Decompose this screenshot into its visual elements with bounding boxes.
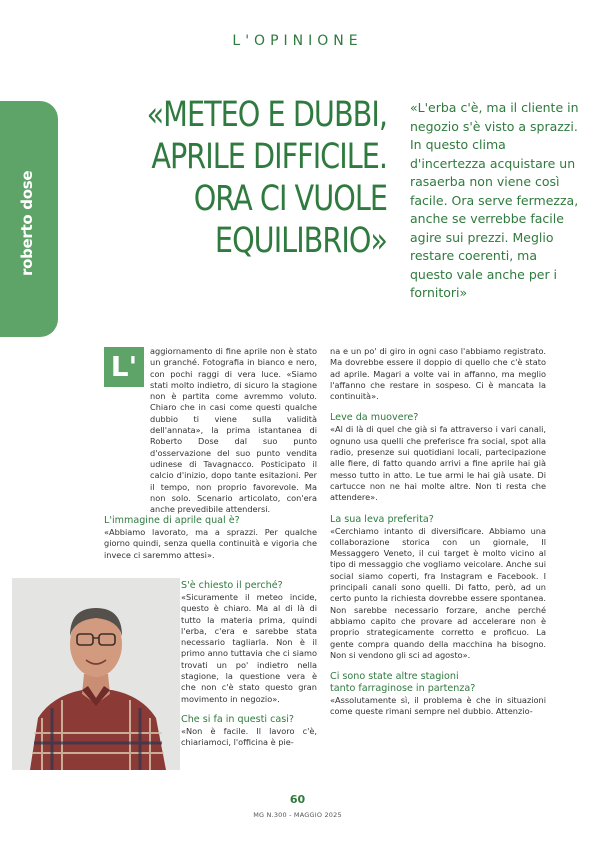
author-tab: [0, 101, 58, 337]
headline-line: EQUILIBRIO»: [214, 221, 387, 261]
section-title: L'OPINIONE: [232, 33, 363, 49]
answer-paragraph: «Abbiamo lavorato, ma a sprazzi. Per qualche giorno quindi, senza quella continuità e vigoria che invece ci saremmo attesi».: [104, 527, 317, 560]
magazine-issue: MG N.300 - MAGGIO 2025: [253, 811, 342, 819]
pull-quote: «L'erba c'è, ma il cliente in negozio s'è visto a sprazzi. In questo clima d'incertezza acquistare un rasaerba non viene così facile. Ora serve fermezza, anche se verrebbe facile agire sui prezzi. Meglio restare coerenti, ma questo vale anche per i fornitori»: [410, 100, 579, 300]
page-number: 60: [289, 793, 306, 806]
author-name: roberto dose: [18, 170, 36, 276]
answer-paragraph: «Cerchiamo intanto di diversificare. Abbiamo una collaborazione storica con un giornale, Il Messaggero Veneto, il cui target è molto vicino al tipo di messaggio che vogliamo veicolare. Anche sui social siamo coperti, fra Instagram e Facebook. I principali canali sono quelli. Di fatto, però, ad un certo punto la richiesta dovrebbe essere spontanea. Non sarebbe necessario forzare, anche perché abbiamo capito che provare ad accelerare non è proprio strategicamente corretto e proficuo. La gente compra quando della macchina ha bisogno. Non si vendono gli sci ad agosto».: [330, 525, 546, 660]
question-heading: Ci sono state altre stagioni: [330, 671, 459, 683]
headline: [82, 94, 387, 262]
column-1-beside-photo: [181, 580, 317, 749]
intro-indent: [150, 346, 317, 515]
headline-line: APRILE DIFFICILE.: [151, 137, 387, 177]
question-heading: Che si fa in questi casi?: [181, 713, 295, 725]
question-heading: La sua leva preferita?: [330, 513, 434, 525]
answer-paragraph: «Assolutamente sì, il problema è che in situazioni come queste rimani sempre nel dubbio. Attenzio-: [330, 695, 546, 717]
question-heading: S'è chiesto il perché?: [181, 580, 283, 591]
question-heading: Leve da muovere?: [330, 412, 419, 424]
answer-paragraph: «Sicuramente il meteo incide, questo è chiaro. Ma al di là di tutto la materia prima, quindi l'erba, c'era e sarebbe stata necessario tagliarla. Non è il primo anno tuttavia che ci siamo trovati un po' indietro nella stagione, la questione vera è che non c'è stato questo gran movimento in negozio».: [181, 592, 317, 704]
column-1: [104, 515, 317, 561]
portrait-illustration: [12, 578, 180, 770]
headline-line: ORA CI VUOLE: [193, 179, 387, 219]
question-heading: L'immagine di aprile qual è?: [104, 515, 240, 526]
answer-paragraph: na e un po' di giro in ogni caso l'abbiamo registrato. Ma dovrebbe essere il doppio di quello che c'è stato ad aprile. Magari a volte vai in affanno, ma meglio l'affanno che restare in sospeso. Ci è mancata la continuità».: [330, 346, 546, 402]
answer-paragraph: «Non è facile. Il lavoro c'è, chiariamoci, l'officina è pie-: [181, 725, 317, 748]
headline-line: «METEO E DUBBI,: [146, 95, 387, 135]
drop-cap: L': [104, 347, 144, 387]
author-photo: [12, 578, 180, 770]
intro-paragraph: aggiornamento di fine aprile non è stato un granché. Fotografia in bianco e nero, con pochi raggi di vera luce. «Siamo stati molto indietro, di sicuro la stagione non è partita come avremmo voluto. Chiaro che in casi come questi qualche dubbio ti viene sulla validità dell'annata», la prima istantanea di Roberto Dose dal suo punto d'osservazione del suo punto vendita udinese di Tavagnacco. Posticipato il calcio d'inizio, dopo tante esitazioni. Per il tempo, non proprio favorevole. Ma non solo. Scenario articolato, con'era anche prevedibile attendersi.: [150, 346, 317, 515]
column-2: [330, 346, 546, 718]
answer-paragraph: «Al di là di quel che già si fa attraverso i vari canali, ognuno usa quelli che preferisce fra social, spot alla radio, presenze sui quotidiani locali, partecipazione alle fiere, di fatto quando arrivi a fine aprile hai già messo tutto in atto. Le tue armi le hai già usate. Di cartucce non ne hai molte altre. Non ti resta che attendere».: [330, 424, 546, 503]
question-heading: tanto farraginose in partenza?: [330, 683, 476, 695]
